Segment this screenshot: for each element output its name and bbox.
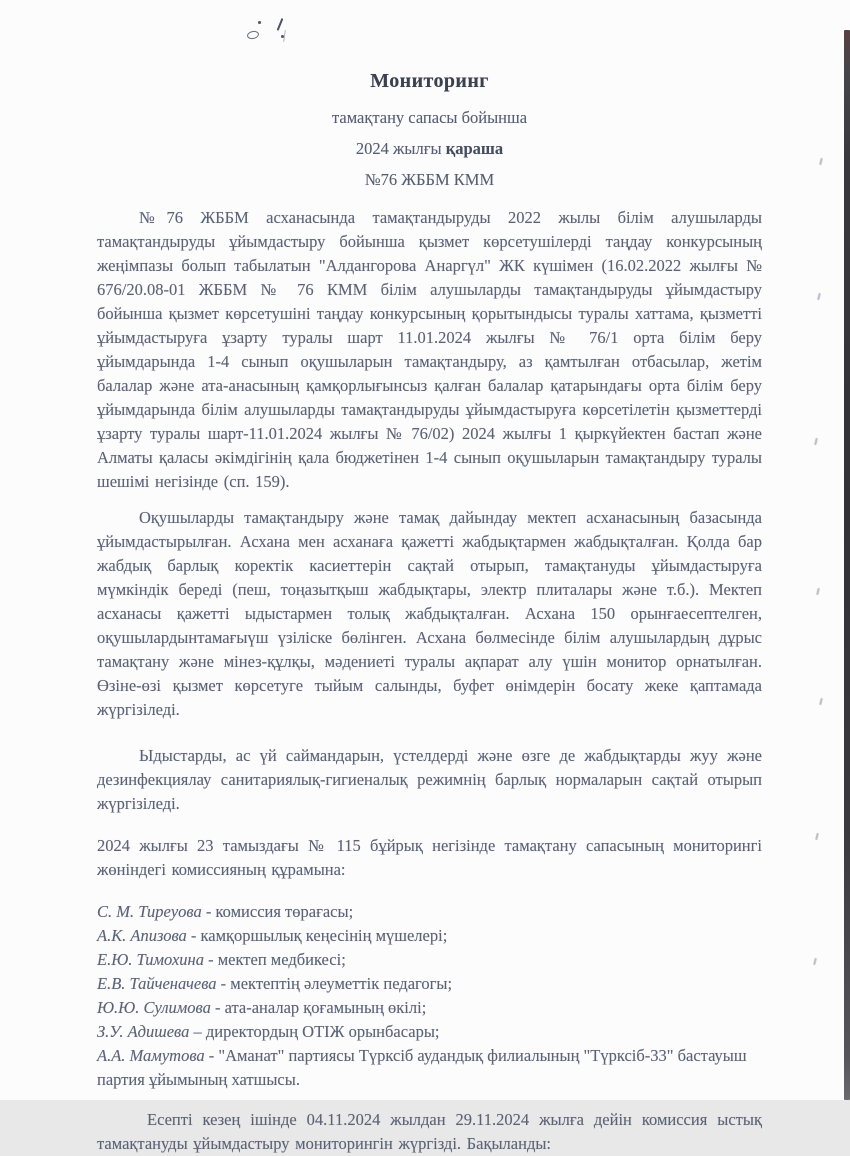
- member-role: - "Аманат" партиясы Түрксіб аудандық филиалының "Түрксіб-33" бастауыш партия ұйымының хатшысы.: [97, 1046, 747, 1089]
- scan-speck: [813, 958, 817, 965]
- list-item: [97, 900, 762, 924]
- ink-mark: [258, 21, 261, 24]
- date-prefix: 2024 жылғы: [355, 139, 446, 158]
- document-date-line: [97, 139, 762, 159]
- list-item: [97, 924, 762, 948]
- paragraph-monitoring-period: Есепті кезең ішінде 04.11.2024 жылдан 29.11.2024 жылға дейін комиссия ыстық тамақтануды ұйымдастыру мониторингін жүргізді. Бақыланды:: [97, 1110, 762, 1153]
- member-name: Е.В. Тайченачева: [97, 974, 217, 993]
- list-item: [97, 1044, 762, 1092]
- scan-speck: [819, 698, 823, 705]
- organization-name: №76 ЖББМ КММ: [364, 170, 495, 189]
- paragraph-commission-order: 2024 жылғы 23 тамыздағы № 115 бұйрық негізінде тамақтану сапасының мониторингі жөніндегі комиссияның құрамына:: [97, 836, 762, 879]
- ink-mark: [277, 18, 284, 31]
- member-name: Е.Ю. Тимохина: [97, 950, 204, 969]
- paragraph-contract-basis: №76 ЖББМ асханасында тамақтандыруды 2022 жылы білім алушыларды тамақтандыруды ұйымдастыру бойынша қызмет көрсетушілерді таңдау конкурсының жеңімпазы болып табылатын "Алдангорова Анаргүл" ЖК күшімен (16.02.2022 жылғы № 676/20.08-01 ЖББМ № 76 КММ білім алушыларды тамақтандыруды ұйымдастыру бойынша қызмет көрсетушіні таңдау конкурсының қорытындысы туралы хаттама, қызметті ұйымдастыруға ұзарту туралы шарт 11.01.2024 жылғы № 76/1 орта білім беру ұйымдарында 1-4 сынып оқушыларын тамақтандыру, аз қамтылған отбасылар, жетім балалар және ата-анасының қамқорлығынсыз қалған балалар қатарындағы орта білім беру ұйымдарында білім алушыларды тамақтандыруды ұйымдастыруға көрсетілетін қызметтерді ұзарту туралы шарт-11.01.2024 жылғы № 76/02) 2024 жылғы 1 қыркүйектен бастап және Алматы қаласы әкімдігінің қала бюджетінен 1-4 сынып оқушыларын тамақтандыру туралы шешімі негізінде (сп. 159).: [97, 208, 762, 491]
- paragraph-canteen-description: Оқушыларды тамақтандыру және тамақ дайындау мектеп асханасының базасында ұйымдастырылған. Асхана мен асханаға қажетті жабдықтармен жабдықталған. Қолда бар жабдық барлық коректік касиеттерін сақтай отырып, тамақтануды ұйымдастыруға мүмкіндік береді (пеш, тоңазытқыш жабдықтары, электр плиталары және т.б.). Мектеп асханасы қажетті ыдыстармен толық жабдықталған. Асхана 150 орынғаесептелген, оқушылардынтамағыүш үзіліске бөлінген. Асхана бөлмесінде білім алушылардың дұрыс тамақтану және мінез-құлқы, мәдениеті туралы ақпарат алу үшін монитор орнатылған. Өзіне-өзі қызмет көрсетуге тыйым салынды, буфет өнімдерін босату жеке қаптамада жүргізіледі.: [97, 508, 762, 719]
- member-role: - мектептің әлеуметтік педагогы;: [220, 974, 453, 993]
- member-name: С. М. Тиреуова: [97, 902, 202, 921]
- ink-mark: [283, 30, 286, 42]
- document-header: [97, 70, 762, 190]
- scan-speck: [816, 588, 820, 595]
- scan-speck: [814, 438, 818, 445]
- member-name: З.У. Адишева: [97, 1022, 190, 1041]
- paragraph-sanitary-norms: Ыдыстарды, ас үй саймандарын, үстелдерді және өзге де жабдықтарды жуу және дезинфекциялау санитариялық-гигиеналық режимнің барлық нормаларын сақтай отырып жүргізіледі.: [97, 746, 762, 813]
- scan-speck: [819, 158, 823, 165]
- scan-speck: [815, 833, 819, 840]
- scan-speck: [817, 293, 821, 300]
- member-name: А.К. Апизова: [97, 926, 187, 945]
- member-role: - ата-аналар қоғамының өкілі;: [214, 998, 427, 1017]
- ink-mark: [246, 30, 259, 40]
- list-item: [97, 972, 762, 996]
- list-item: [97, 948, 762, 972]
- date-month: қараша: [445, 139, 504, 158]
- member-role: - комиссия төрағасы;: [205, 902, 354, 921]
- list-item: [97, 1020, 762, 1044]
- member-name: А.А. Мамутова: [97, 1046, 205, 1065]
- document-subtitle: тамақтану сапасы бойынша: [331, 108, 528, 127]
- list-item: [97, 996, 762, 1020]
- scan-edge-shadow: [844, 30, 850, 1100]
- member-role: - мектеп медбикесі;: [208, 950, 346, 969]
- member-role: – директордың ОТІЖ орынбасары;: [193, 1022, 440, 1041]
- member-name: Ю.Ю. Сулимова: [97, 998, 211, 1017]
- document-content: [97, 70, 762, 1156]
- commission-member-list: [97, 900, 762, 1092]
- member-role: - камқоршылық кеңесінің мүшелері;: [190, 926, 448, 945]
- document-title: Мониторинг: [370, 70, 489, 92]
